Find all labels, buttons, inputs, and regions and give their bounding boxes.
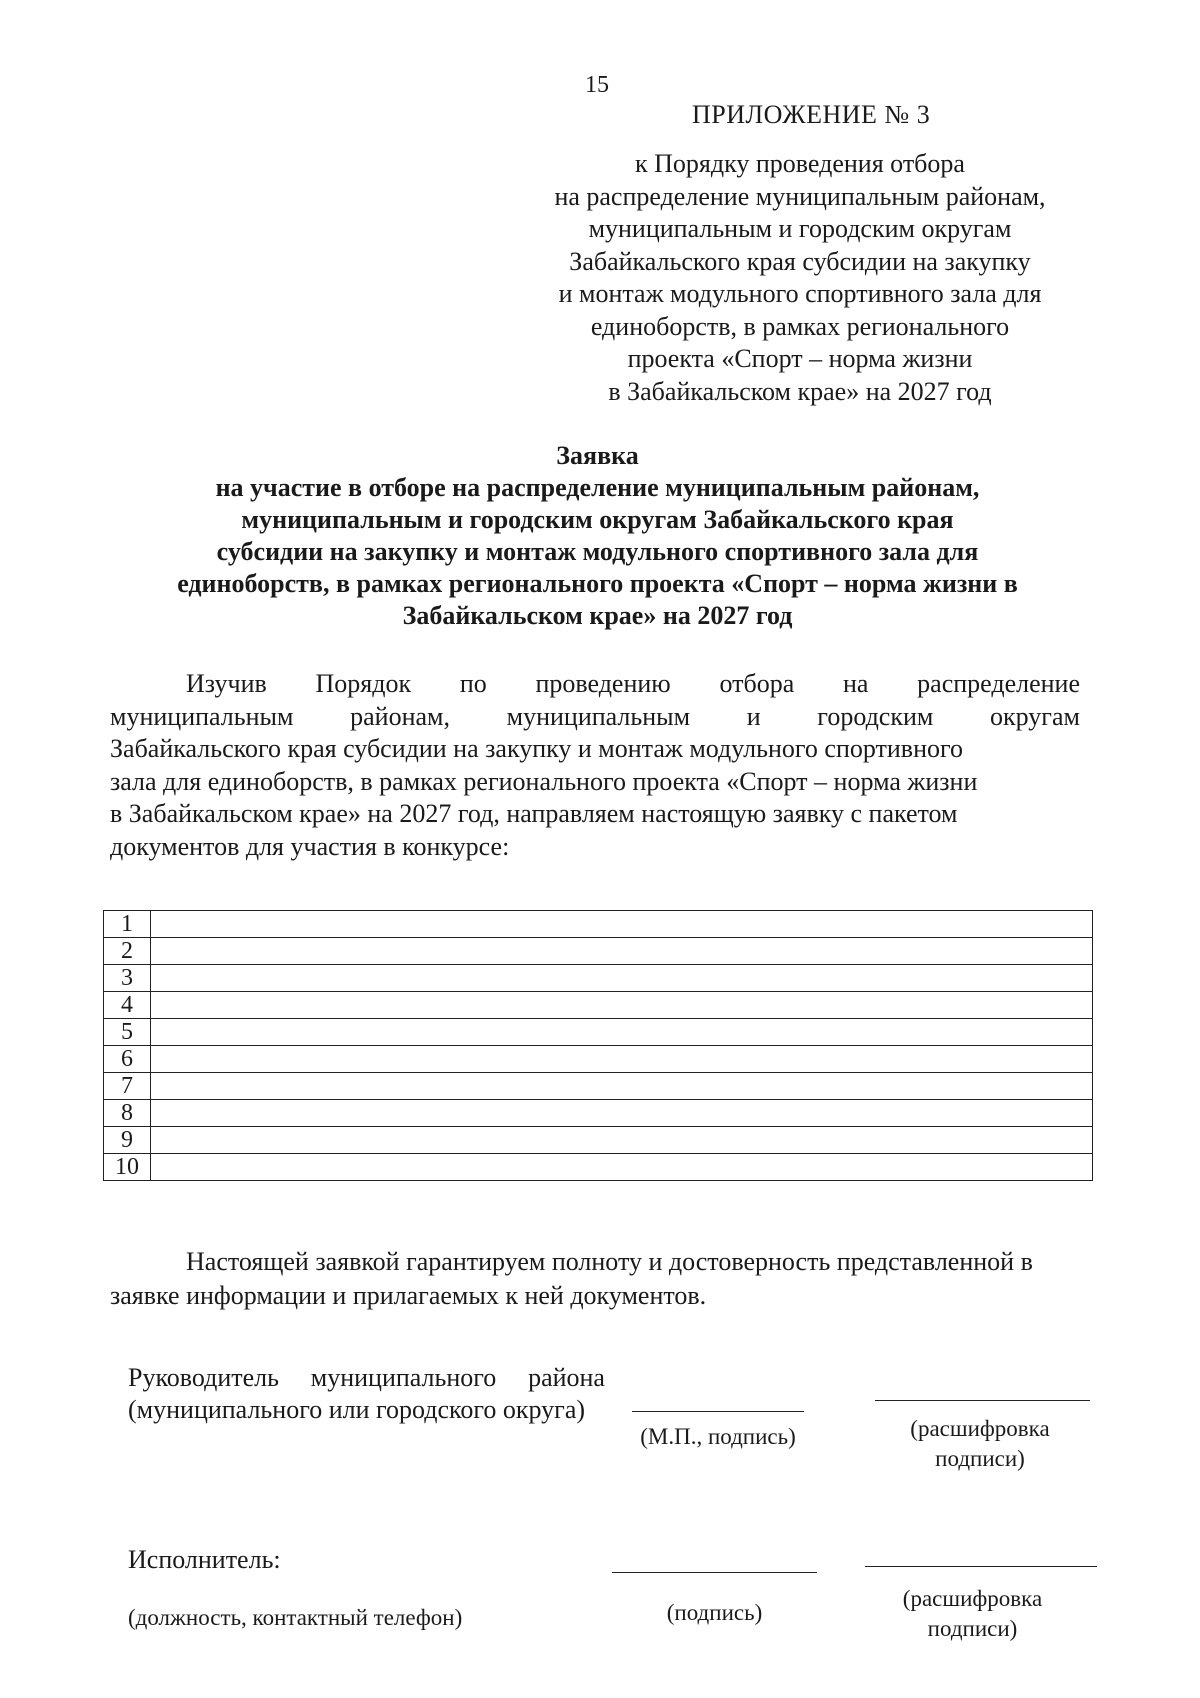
intro-word: отбора	[719, 669, 795, 698]
appendix-line: к Порядку проведения отбора	[635, 149, 965, 178]
document-cell[interactable]	[151, 1019, 1093, 1046]
intro-paragraph	[110, 668, 1080, 864]
intro-word: Изучив	[186, 669, 267, 698]
appendix-line: муниципальным и городским округам	[588, 214, 1012, 243]
application-title-line: на участие в отборе на распределение муниципальным районам,	[215, 473, 980, 502]
row-number: 8	[104, 1100, 151, 1127]
application-heading: Заявка	[556, 441, 639, 470]
head-label	[128, 1362, 605, 1394]
head-decoding-line[interactable]	[875, 1400, 1090, 1401]
guarantee-paragraph	[110, 1245, 1090, 1313]
executor-label: Исполнитель:	[128, 1545, 281, 1574]
intro-word: муниципальным	[110, 701, 294, 731]
intro-line-6: документов для участия в конкурсе:	[110, 831, 510, 861]
executor-signature-caption: (подпись)	[666, 1600, 763, 1625]
intro-word: районам,	[350, 701, 450, 731]
guarantee-line-1: Настоящей заявкой гарантируем полноту и достоверность представленной в	[186, 1247, 1033, 1276]
appendix-line: Забайкальского края субсидии на закупку	[569, 246, 1031, 276]
table-row	[104, 1127, 1093, 1154]
head-label-word: муниципального	[310, 1363, 497, 1392]
table-row	[104, 992, 1093, 1019]
document-cell[interactable]	[151, 1100, 1093, 1127]
intro-word: по	[459, 669, 487, 698]
table-row	[104, 911, 1093, 938]
row-number: 3	[104, 965, 151, 992]
document-cell[interactable]	[151, 1127, 1093, 1154]
document-cell[interactable]	[151, 992, 1093, 1019]
executor-decoding-caption	[870, 1584, 1075, 1644]
table-row	[104, 1046, 1093, 1073]
appendix-line: проекта «Спорт – норма жизни	[627, 344, 973, 373]
document-cell[interactable]	[151, 1046, 1093, 1073]
executor-decoding-caption-line: (расшифровка	[902, 1586, 1043, 1611]
executor-position-caption: (должность, контактный телефон)	[128, 1605, 463, 1630]
table-row	[104, 1154, 1093, 1181]
page-number: 15	[585, 72, 609, 98]
appendix-line: единоборств, в рамках регионального	[590, 311, 1010, 341]
intro-word: Порядок	[315, 669, 412, 698]
executor-decoding-caption-line: подписи)	[927, 1616, 1018, 1641]
intro-line-2	[110, 701, 1080, 734]
head-decoding-caption	[880, 1414, 1080, 1474]
head-decoding-caption-line: подписи)	[935, 1446, 1025, 1471]
application-title-line: единоборств, в рамках регионального проекта «Спорт – норма жизни в	[177, 569, 1018, 598]
document-cell[interactable]	[151, 965, 1093, 992]
intro-line-1	[110, 668, 1080, 701]
appendix-line: в Забайкальском крае» на 2027 год	[608, 376, 992, 406]
application-title-line: субсидии на закупку и монтаж модульного спортивного зала для	[216, 537, 979, 566]
table-row	[104, 1073, 1093, 1100]
row-number: 4	[104, 992, 151, 1019]
head-label-word: Руководитель	[128, 1363, 279, 1392]
row-number: 2	[104, 938, 151, 965]
intro-word: городским	[817, 701, 934, 731]
head-decoding-caption-line: (расшифровка	[910, 1416, 1050, 1441]
row-number: 7	[104, 1073, 151, 1100]
intro-word: проведению	[535, 669, 671, 698]
table-row	[104, 1019, 1093, 1046]
intro-word: муниципальным	[506, 701, 691, 731]
row-number: 10	[104, 1154, 151, 1181]
table-row	[104, 938, 1093, 965]
document-cell[interactable]	[151, 1073, 1093, 1100]
executor-signature-line[interactable]	[612, 1572, 817, 1573]
document-list-table	[103, 910, 1093, 1181]
row-number: 5	[104, 1019, 151, 1046]
guarantee-line-2: заявке информации и прилагаемых к ней документов.	[110, 1281, 707, 1310]
table-row	[104, 1100, 1093, 1127]
appendix-line: и монтаж модульного спортивного зала для	[558, 279, 1042, 308]
row-number: 1	[104, 911, 151, 938]
head-label-word: района	[528, 1363, 605, 1392]
appendix-title: ПРИЛОЖЕНИЕ № 3	[692, 100, 931, 129]
document-cell[interactable]	[151, 911, 1093, 938]
intro-line-4: зала для единоборств, в рамках регионального проекта «Спорт – норма жизни	[110, 766, 978, 796]
appendix-line: на распределение муниципальным районам,	[554, 181, 1046, 211]
document-cell[interactable]	[151, 938, 1093, 965]
head-signature-line[interactable]	[632, 1411, 804, 1412]
intro-word: распределение	[917, 669, 1080, 698]
intro-line-5: в Забайкальском крае» на 2027 год, направляем настоящую заявку с пакетом	[110, 799, 958, 829]
application-title-line: муниципальным и городским округам Забайкальского края	[241, 505, 954, 534]
row-number: 6	[104, 1046, 151, 1073]
document-cell[interactable]	[151, 1154, 1093, 1181]
executor-decoding-line[interactable]	[865, 1566, 1097, 1567]
intro-line-3: Забайкальского края субсидии на закупку и монтаж модульного спортивного	[110, 734, 963, 764]
table-row	[104, 965, 1093, 992]
head-stamp-caption: (М.П., подпись)	[640, 1424, 796, 1449]
intro-word: на	[842, 669, 869, 698]
row-number: 9	[104, 1127, 151, 1154]
intro-word: округам	[989, 701, 1080, 731]
head-label-line-2: (муниципального или городского округа)	[128, 1395, 586, 1424]
application-title-line: Забайкальском крае» на 2027 год	[402, 601, 793, 630]
appendix-description	[520, 148, 1080, 408]
intro-word: и	[746, 701, 761, 731]
application-title	[110, 440, 1085, 632]
